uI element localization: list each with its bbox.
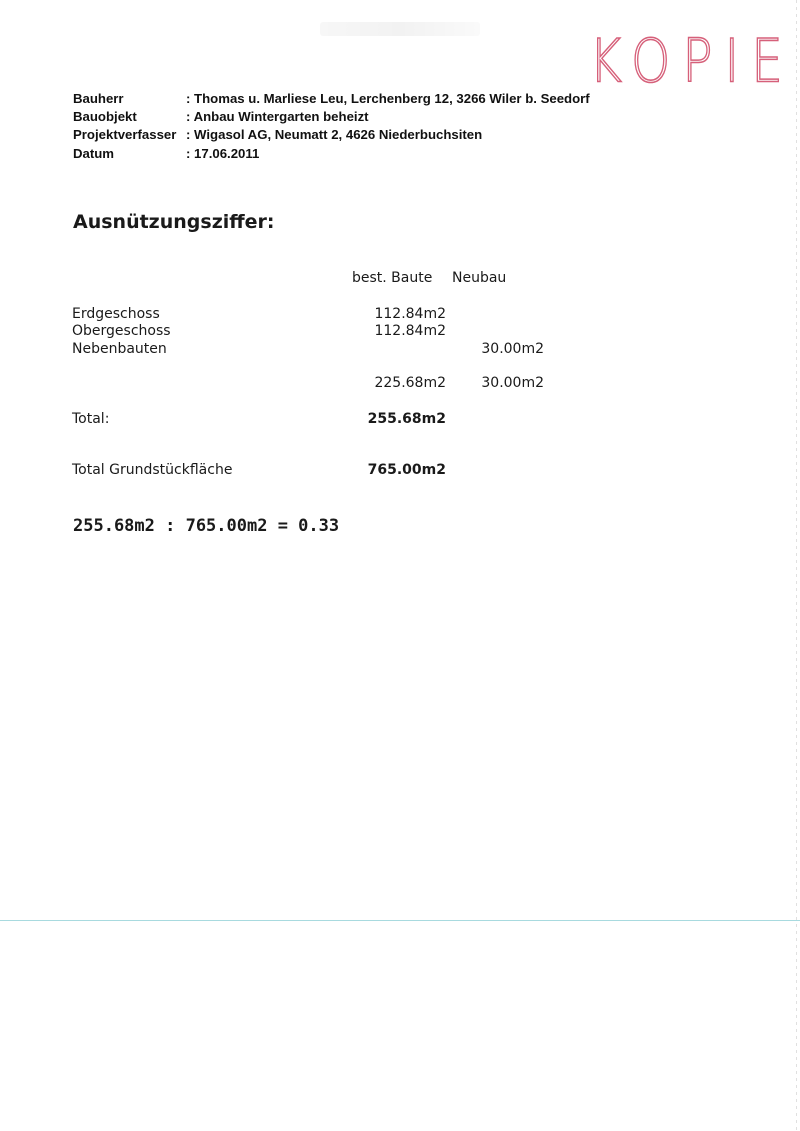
row-label-obergeschoss: Obergeschoss xyxy=(72,323,171,339)
total-value: 255.68m2 xyxy=(367,411,446,427)
scan-artifact-line xyxy=(0,920,800,921)
header-row-projektverfasser xyxy=(73,126,590,144)
header-row-datum xyxy=(73,145,590,163)
scan-edge xyxy=(796,0,797,1131)
header-value: : 17.06.2011 xyxy=(186,145,260,161)
page-title: Ausnützungsziffer: xyxy=(73,211,275,233)
column-header-existing: best. Baute xyxy=(352,270,433,286)
header-row-bauherr xyxy=(73,90,590,108)
header-value: : Anbau Wintergarten beheizt xyxy=(186,109,369,125)
row-value-obergeschoss: 112.84m2 xyxy=(374,323,446,339)
subtotal-existing: 225.68m2 xyxy=(374,375,446,391)
kopie-stamp: KOPIE xyxy=(589,26,795,96)
site-area-value: 765.00m2 xyxy=(367,462,446,478)
header-key: Projektverfasser xyxy=(73,127,177,143)
header-row-bauobjekt xyxy=(73,108,590,126)
header-value: : Wigasol AG, Neumatt 2, 4626 Niederbuchsiten xyxy=(186,127,483,143)
total-label: Total: xyxy=(72,411,110,427)
header-key: Bauherr xyxy=(73,91,124,106)
header-value: : Thomas u. Marliese Leu, Lerchenberg 12, 3266 Wiler b. Seedorf xyxy=(186,91,590,106)
faint-letterhead xyxy=(320,22,480,36)
row-value-nebenbauten: 30.00m2 xyxy=(481,341,544,357)
row-label-nebenbauten: Nebenbauten xyxy=(72,341,167,357)
column-header-new: Neubau xyxy=(452,270,507,286)
project-header xyxy=(73,90,590,163)
subtotal-new: 30.00m2 xyxy=(481,375,544,391)
header-key: Datum xyxy=(73,145,115,161)
row-label-erdgeschoss: Erdgeschoss xyxy=(72,306,160,322)
ratio-formula: 255.68m2 : 765.00m2 = 0.33 xyxy=(73,516,340,536)
site-area-label: Total Grundstückfläche xyxy=(72,462,233,478)
header-key: Bauobjekt xyxy=(73,109,137,125)
row-value-erdgeschoss: 112.84m2 xyxy=(374,306,446,322)
